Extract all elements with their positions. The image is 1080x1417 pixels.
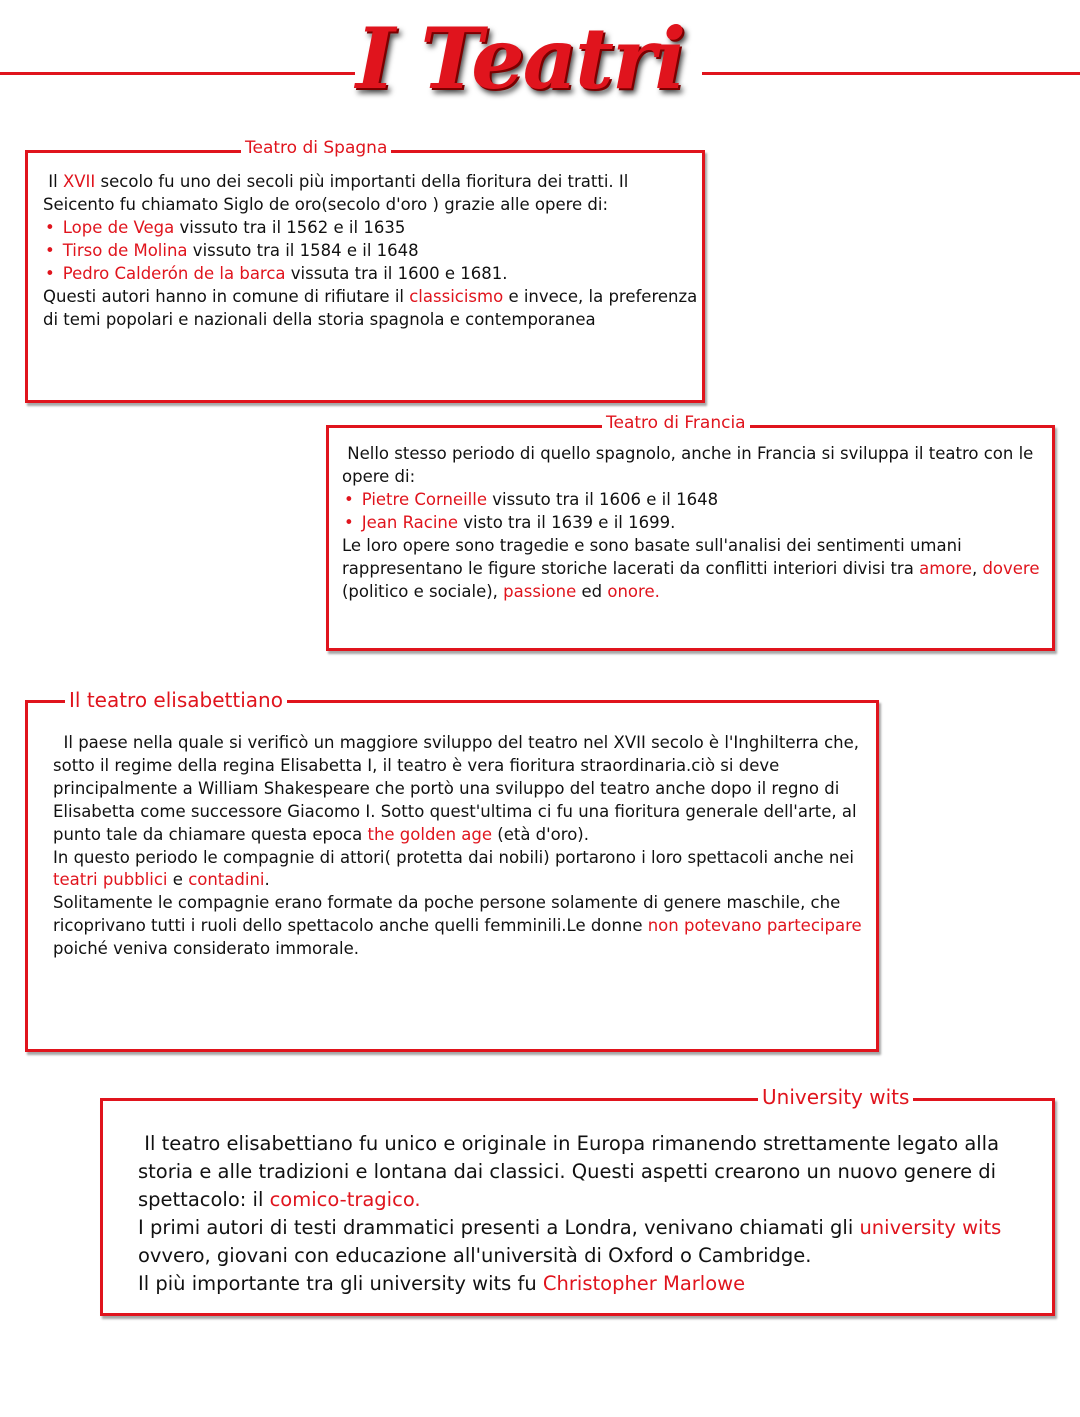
spagna-paragraph-1: Il XVII secolo fu uno dei secoli più importanti della fioritura dei tratti. Il Seicento fu chiamato Siglo de oro(secolo d'oro ) grazie alle opere di:	[43, 172, 629, 214]
elisabettiano-paragraph-1: Il paese nella quale si verificò un maggiore sviluppo del teatro nel XVII secolo è l'Inghilterra che, sotto il regime della regina Elisabetta I, il teatro è vera fioritura straordinaria.ciò si deve principalmente a William Shakespeare che portò una sviluppo del teatro anche dopo il regno di Elisabetta come successore Giacomo I. Sotto quest'ultima ci fu una fioritura generale dell'arte, al punto tale da chiamare questa epoca the golden age (età d'oro).	[53, 733, 860, 844]
section-university-wits-body	[138, 1130, 1043, 1298]
wits-paragraph-2: I primi autori di testi drammatici presenti a Londra, venivano chiamati gli university wits ovvero, giovani con educazione all'università di Oxford o Cambridge.	[138, 1216, 1002, 1267]
section-spagna-label: Teatro di Spagna	[241, 140, 391, 157]
wits-paragraph-3: Il più importante tra gli university wits fu Christopher Marlowe	[138, 1272, 746, 1295]
section-francia-label: Teatro di Francia	[602, 415, 750, 432]
elisabettiano-paragraph-2: In questo periodo le compagnie di attori( protetta dai nobili) portarono i loro spettacoli anche nei teatri pubblici e contadini.	[53, 847, 855, 890]
section-elisabettiano-label: Il teatro elisabettiano	[65, 690, 287, 710]
section-elisabettiano-body	[53, 732, 863, 961]
title-line-left	[0, 72, 355, 75]
page-title: I Teatri	[355, 9, 685, 108]
francia-paragraph-1: Nello stesso periodo di quello spagnolo, anche in Francia si sviluppa il teatro con le opere di:	[342, 444, 1034, 486]
francia-paragraph-2: Le loro opere sono tragedie e sono basate sull'analisi dei sentimenti umani rappresentano le figure storiche lacerati da conflitti interiori divisi tra amore, dovere (politico e sociale), passione ed onore.	[342, 536, 1040, 601]
list-item: • Jean Racine visto tra il 1639 e il 1699.	[342, 511, 1042, 534]
wits-paragraph-1: Il teatro elisabettiano fu unico e originale in Europa rimanendo strettamente legato alla storia e alle tradizioni e lontana dai classici. Questi aspetti crearono un nuovo genere di spettacolo: il comico-tragico.	[138, 1132, 1000, 1211]
list-item: • Tirso de Molina vissuto tra il 1584 e il 1648	[43, 239, 698, 262]
section-university-wits-label: University wits	[758, 1087, 913, 1107]
list-item: • Pietre Corneille vissuto tra il 1606 e il 1648	[342, 488, 1042, 511]
title-line-right	[702, 72, 1080, 75]
spagna-paragraph-2: Questi autori hanno in comune di rifiutare il classicismo e invece, la preferenza di temi popolari e nazionali della storia spagnola e contemporanea	[43, 287, 698, 329]
elisabettiano-paragraph-3: Solitamente le compagnie erano formate da poche persone solamente di genere maschile, che ricoprivano tutti i ruoli dello spettacolo anche quelli femminili.Le donne non potevano partecipare poiché veniva considerato immorale.	[53, 893, 862, 959]
section-spagna-body	[43, 170, 698, 331]
xvii-highlight: XVII	[62, 172, 96, 191]
section-francia-body	[342, 442, 1042, 603]
list-item: • Lope de Vega vissuto tra il 1562 e il 1635	[43, 216, 698, 239]
list-item: • Pedro Calderón de la barca vissuta tra il 1600 e 1681.	[43, 262, 698, 285]
